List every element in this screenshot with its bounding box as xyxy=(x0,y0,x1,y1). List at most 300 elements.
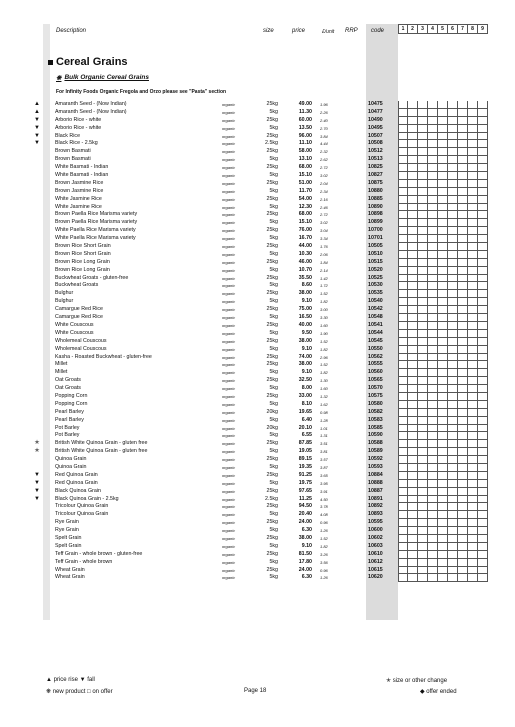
order-cell[interactable] xyxy=(448,496,458,504)
order-cell[interactable] xyxy=(408,377,418,385)
order-cell[interactable] xyxy=(438,377,448,385)
order-cell[interactable] xyxy=(418,511,428,519)
order-cell[interactable] xyxy=(428,543,438,551)
order-cell[interactable] xyxy=(468,109,478,117)
order-cell[interactable] xyxy=(478,306,488,314)
order-cell[interactable] xyxy=(398,425,408,433)
order-cell[interactable] xyxy=(458,409,468,417)
order-cell[interactable] xyxy=(478,133,488,141)
order-cell[interactable] xyxy=(428,306,438,314)
order-cell[interactable] xyxy=(478,322,488,330)
order-cell[interactable] xyxy=(448,243,458,251)
order-cell[interactable] xyxy=(448,385,458,393)
order-cell[interactable] xyxy=(458,267,468,275)
order-cell[interactable] xyxy=(468,559,478,567)
order-cell[interactable] xyxy=(398,551,408,559)
order-cell[interactable] xyxy=(438,346,448,354)
order-cell[interactable] xyxy=(468,432,478,440)
order-cell[interactable] xyxy=(418,282,428,290)
order-cell[interactable] xyxy=(398,432,408,440)
order-cell[interactable] xyxy=(438,322,448,330)
order-cell[interactable] xyxy=(398,503,408,511)
order-cell[interactable] xyxy=(398,567,408,575)
order-cell[interactable] xyxy=(438,519,448,527)
order-cell[interactable] xyxy=(478,243,488,251)
order-cell[interactable] xyxy=(458,567,468,575)
order-cell[interactable] xyxy=(478,204,488,212)
order-cell[interactable] xyxy=(418,559,428,567)
order-cell[interactable] xyxy=(458,322,468,330)
order-cell[interactable] xyxy=(398,117,408,125)
order-cell[interactable] xyxy=(458,377,468,385)
order-cell[interactable] xyxy=(398,172,408,180)
order-cell[interactable] xyxy=(468,243,478,251)
order-cell[interactable] xyxy=(418,574,428,582)
order-cell[interactable] xyxy=(478,393,488,401)
order-cell[interactable] xyxy=(448,109,458,117)
order-cell[interactable] xyxy=(408,188,418,196)
order-cell[interactable] xyxy=(398,496,408,504)
order-cell[interactable] xyxy=(478,401,488,409)
order-cell[interactable] xyxy=(438,551,448,559)
order-cell[interactable] xyxy=(478,290,488,298)
order-cell[interactable] xyxy=(448,464,458,472)
order-cell[interactable] xyxy=(468,211,478,219)
order-cell[interactable] xyxy=(428,298,438,306)
order-cell[interactable] xyxy=(398,511,408,519)
order-cell[interactable] xyxy=(398,275,408,283)
order-cell[interactable] xyxy=(468,180,478,188)
order-cell[interactable] xyxy=(418,148,428,156)
order-cell[interactable] xyxy=(418,519,428,527)
order-cell[interactable] xyxy=(478,125,488,133)
order-cell[interactable] xyxy=(448,188,458,196)
order-cell[interactable] xyxy=(418,156,428,164)
order-cell[interactable] xyxy=(428,535,438,543)
order-cell[interactable] xyxy=(448,204,458,212)
order-cell[interactable] xyxy=(448,180,458,188)
order-cell[interactable] xyxy=(398,235,408,243)
order-cell[interactable] xyxy=(418,401,428,409)
order-cell[interactable] xyxy=(458,140,468,148)
order-cell[interactable] xyxy=(408,354,418,362)
order-cell[interactable] xyxy=(448,227,458,235)
order-cell[interactable] xyxy=(418,385,428,393)
order-cell[interactable] xyxy=(418,567,428,575)
order-cell[interactable] xyxy=(448,219,458,227)
order-cell[interactable] xyxy=(408,464,418,472)
order-cell[interactable] xyxy=(398,369,408,377)
order-cell[interactable] xyxy=(418,354,428,362)
order-cell[interactable] xyxy=(428,472,438,480)
order-cell[interactable] xyxy=(448,235,458,243)
order-cell[interactable] xyxy=(438,219,448,227)
order-cell[interactable] xyxy=(398,472,408,480)
order-cell[interactable] xyxy=(438,227,448,235)
order-cell[interactable] xyxy=(428,219,438,227)
order-cell[interactable] xyxy=(448,354,458,362)
order-cell[interactable] xyxy=(438,393,448,401)
order-cell[interactable] xyxy=(478,156,488,164)
order-cell[interactable] xyxy=(398,306,408,314)
order-cell[interactable] xyxy=(478,456,488,464)
order-cell[interactable] xyxy=(408,488,418,496)
order-cell[interactable] xyxy=(458,511,468,519)
order-cell[interactable] xyxy=(428,204,438,212)
order-cell[interactable] xyxy=(458,314,468,322)
order-cell[interactable] xyxy=(458,385,468,393)
order-cell[interactable] xyxy=(438,456,448,464)
order-cell[interactable] xyxy=(428,480,438,488)
order-cell[interactable] xyxy=(468,275,478,283)
order-cell[interactable] xyxy=(418,330,428,338)
order-cell[interactable] xyxy=(448,306,458,314)
order-cell[interactable] xyxy=(458,432,468,440)
order-cell[interactable] xyxy=(408,322,418,330)
order-cell[interactable] xyxy=(468,393,478,401)
order-cell[interactable] xyxy=(458,354,468,362)
order-cell[interactable] xyxy=(468,496,478,504)
order-cell[interactable] xyxy=(408,282,418,290)
order-cell[interactable] xyxy=(478,101,488,109)
order-cell[interactable] xyxy=(398,559,408,567)
order-cell[interactable] xyxy=(448,574,458,582)
order-cell[interactable] xyxy=(398,164,408,172)
order-cell[interactable] xyxy=(438,117,448,125)
order-cell[interactable] xyxy=(438,156,448,164)
order-cell[interactable] xyxy=(458,188,468,196)
order-cell[interactable] xyxy=(418,243,428,251)
order-cell[interactable] xyxy=(428,417,438,425)
order-cell[interactable] xyxy=(468,574,478,582)
order-cell[interactable] xyxy=(458,180,468,188)
order-cell[interactable] xyxy=(448,472,458,480)
order-cell[interactable] xyxy=(478,148,488,156)
order-cell[interactable] xyxy=(408,511,418,519)
order-cell[interactable] xyxy=(428,314,438,322)
order-cell[interactable] xyxy=(408,456,418,464)
order-cell[interactable] xyxy=(478,472,488,480)
order-cell[interactable] xyxy=(438,369,448,377)
order-cell[interactable] xyxy=(468,480,478,488)
order-cell[interactable] xyxy=(458,109,468,117)
order-cell[interactable] xyxy=(448,448,458,456)
order-cell[interactable] xyxy=(408,211,418,219)
order-cell[interactable] xyxy=(468,330,478,338)
order-cell[interactable] xyxy=(418,377,428,385)
order-cell[interactable] xyxy=(428,227,438,235)
order-cell[interactable] xyxy=(448,417,458,425)
order-cell[interactable] xyxy=(468,361,478,369)
order-cell[interactable] xyxy=(428,148,438,156)
order-cell[interactable] xyxy=(428,559,438,567)
order-cell[interactable] xyxy=(468,448,478,456)
order-cell[interactable] xyxy=(478,425,488,433)
order-cell[interactable] xyxy=(478,574,488,582)
order-cell[interactable] xyxy=(428,117,438,125)
order-cell[interactable] xyxy=(478,480,488,488)
order-cell[interactable] xyxy=(478,417,488,425)
order-cell[interactable] xyxy=(458,219,468,227)
order-cell[interactable] xyxy=(468,188,478,196)
order-cell[interactable] xyxy=(428,109,438,117)
order-cell[interactable] xyxy=(428,496,438,504)
order-cell[interactable] xyxy=(438,140,448,148)
order-cell[interactable] xyxy=(438,567,448,575)
order-cell[interactable] xyxy=(478,503,488,511)
order-cell[interactable] xyxy=(458,543,468,551)
order-cell[interactable] xyxy=(478,314,488,322)
order-cell[interactable] xyxy=(418,369,428,377)
order-cell[interactable] xyxy=(478,448,488,456)
order-cell[interactable] xyxy=(408,140,418,148)
order-cell[interactable] xyxy=(448,503,458,511)
order-cell[interactable] xyxy=(478,361,488,369)
order-cell[interactable] xyxy=(428,551,438,559)
order-cell[interactable] xyxy=(398,180,408,188)
order-cell[interactable] xyxy=(458,275,468,283)
order-cell[interactable] xyxy=(458,251,468,259)
order-cell[interactable] xyxy=(418,251,428,259)
order-cell[interactable] xyxy=(398,148,408,156)
order-cell[interactable] xyxy=(468,440,478,448)
order-cell[interactable] xyxy=(478,464,488,472)
order-cell[interactable] xyxy=(448,290,458,298)
order-cell[interactable] xyxy=(418,440,428,448)
order-cell[interactable] xyxy=(438,448,448,456)
order-cell[interactable] xyxy=(448,361,458,369)
order-cell[interactable] xyxy=(468,511,478,519)
order-cell[interactable] xyxy=(458,503,468,511)
order-cell[interactable] xyxy=(408,369,418,377)
order-cell[interactable] xyxy=(478,282,488,290)
order-cell[interactable] xyxy=(468,519,478,527)
order-cell[interactable] xyxy=(418,393,428,401)
order-cell[interactable] xyxy=(458,204,468,212)
order-cell[interactable] xyxy=(468,322,478,330)
order-cell[interactable] xyxy=(478,519,488,527)
order-cell[interactable] xyxy=(428,251,438,259)
order-cell[interactable] xyxy=(418,117,428,125)
order-cell[interactable] xyxy=(398,480,408,488)
order-cell[interactable] xyxy=(468,172,478,180)
order-cell[interactable] xyxy=(448,488,458,496)
order-cell[interactable] xyxy=(458,527,468,535)
order-cell[interactable] xyxy=(398,519,408,527)
order-cell[interactable] xyxy=(448,393,458,401)
order-cell[interactable] xyxy=(398,448,408,456)
order-cell[interactable] xyxy=(458,519,468,527)
order-cell[interactable] xyxy=(468,298,478,306)
order-cell[interactable] xyxy=(468,346,478,354)
order-cell[interactable] xyxy=(418,196,428,204)
order-cell[interactable] xyxy=(448,259,458,267)
order-cell[interactable] xyxy=(398,393,408,401)
order-cell[interactable] xyxy=(408,385,418,393)
order-cell[interactable] xyxy=(418,219,428,227)
order-cell[interactable] xyxy=(468,148,478,156)
order-cell[interactable] xyxy=(468,456,478,464)
order-cell[interactable] xyxy=(448,196,458,204)
order-cell[interactable] xyxy=(408,290,418,298)
order-cell[interactable] xyxy=(438,298,448,306)
order-cell[interactable] xyxy=(448,133,458,141)
order-cell[interactable] xyxy=(408,180,418,188)
order-cell[interactable] xyxy=(408,503,418,511)
order-cell[interactable] xyxy=(418,164,428,172)
order-cell[interactable] xyxy=(448,117,458,125)
order-cell[interactable] xyxy=(408,243,418,251)
order-cell[interactable] xyxy=(418,306,428,314)
order-cell[interactable] xyxy=(398,140,408,148)
order-cell[interactable] xyxy=(478,535,488,543)
order-cell[interactable] xyxy=(438,164,448,172)
order-cell[interactable] xyxy=(398,464,408,472)
order-cell[interactable] xyxy=(468,204,478,212)
order-cell[interactable] xyxy=(398,417,408,425)
order-cell[interactable] xyxy=(408,117,418,125)
order-cell[interactable] xyxy=(448,346,458,354)
order-cell[interactable] xyxy=(418,527,428,535)
order-cell[interactable] xyxy=(418,109,428,117)
order-cell[interactable] xyxy=(478,330,488,338)
order-cell[interactable] xyxy=(458,330,468,338)
order-cell[interactable] xyxy=(398,543,408,551)
order-cell[interactable] xyxy=(458,425,468,433)
order-cell[interactable] xyxy=(408,330,418,338)
order-cell[interactable] xyxy=(398,409,408,417)
order-cell[interactable] xyxy=(428,164,438,172)
order-cell[interactable] xyxy=(448,432,458,440)
order-cell[interactable] xyxy=(448,567,458,575)
order-cell[interactable] xyxy=(478,354,488,362)
order-cell[interactable] xyxy=(408,551,418,559)
order-cell[interactable] xyxy=(418,188,428,196)
order-cell[interactable] xyxy=(398,125,408,133)
order-cell[interactable] xyxy=(398,385,408,393)
order-cell[interactable] xyxy=(438,204,448,212)
order-cell[interactable] xyxy=(418,101,428,109)
order-cell[interactable] xyxy=(418,211,428,219)
order-cell[interactable] xyxy=(398,204,408,212)
order-cell[interactable] xyxy=(408,448,418,456)
order-cell[interactable] xyxy=(438,259,448,267)
order-cell[interactable] xyxy=(448,543,458,551)
order-cell[interactable] xyxy=(408,432,418,440)
order-cell[interactable] xyxy=(398,440,408,448)
order-cell[interactable] xyxy=(428,440,438,448)
order-cell[interactable] xyxy=(408,417,418,425)
order-cell[interactable] xyxy=(418,480,428,488)
order-cell[interactable] xyxy=(458,535,468,543)
order-cell[interactable] xyxy=(408,204,418,212)
order-cell[interactable] xyxy=(418,259,428,267)
order-cell[interactable] xyxy=(428,354,438,362)
order-cell[interactable] xyxy=(458,448,468,456)
order-cell[interactable] xyxy=(398,377,408,385)
order-cell[interactable] xyxy=(418,125,428,133)
order-cell[interactable] xyxy=(438,401,448,409)
order-cell[interactable] xyxy=(438,440,448,448)
order-cell[interactable] xyxy=(438,148,448,156)
order-cell[interactable] xyxy=(468,401,478,409)
order-cell[interactable] xyxy=(438,275,448,283)
order-cell[interactable] xyxy=(428,488,438,496)
order-cell[interactable] xyxy=(398,401,408,409)
order-cell[interactable] xyxy=(478,527,488,535)
order-cell[interactable] xyxy=(428,338,438,346)
order-cell[interactable] xyxy=(428,235,438,243)
order-cell[interactable] xyxy=(438,314,448,322)
order-cell[interactable] xyxy=(398,488,408,496)
order-cell[interactable] xyxy=(478,219,488,227)
order-cell[interactable] xyxy=(428,519,438,527)
order-cell[interactable] xyxy=(428,125,438,133)
order-cell[interactable] xyxy=(418,496,428,504)
order-cell[interactable] xyxy=(458,196,468,204)
order-cell[interactable] xyxy=(458,164,468,172)
order-cell[interactable] xyxy=(448,559,458,567)
order-cell[interactable] xyxy=(458,551,468,559)
order-cell[interactable] xyxy=(438,409,448,417)
order-cell[interactable] xyxy=(468,354,478,362)
order-cell[interactable] xyxy=(408,125,418,133)
order-cell[interactable] xyxy=(428,211,438,219)
order-cell[interactable] xyxy=(478,140,488,148)
order-cell[interactable] xyxy=(438,354,448,362)
order-cell[interactable] xyxy=(468,196,478,204)
order-cell[interactable] xyxy=(468,503,478,511)
order-cell[interactable] xyxy=(398,133,408,141)
order-cell[interactable] xyxy=(428,369,438,377)
order-cell[interactable] xyxy=(408,164,418,172)
order-cell[interactable] xyxy=(428,156,438,164)
order-cell[interactable] xyxy=(448,125,458,133)
order-cell[interactable] xyxy=(448,480,458,488)
order-cell[interactable] xyxy=(438,125,448,133)
order-cell[interactable] xyxy=(418,204,428,212)
order-cell[interactable] xyxy=(428,346,438,354)
order-cell[interactable] xyxy=(428,140,438,148)
order-cell[interactable] xyxy=(468,164,478,172)
order-cell[interactable] xyxy=(418,140,428,148)
order-cell[interactable] xyxy=(408,559,418,567)
order-cell[interactable] xyxy=(408,401,418,409)
order-cell[interactable] xyxy=(418,338,428,346)
order-cell[interactable] xyxy=(468,417,478,425)
order-cell[interactable] xyxy=(428,377,438,385)
order-cell[interactable] xyxy=(448,211,458,219)
order-cell[interactable] xyxy=(398,338,408,346)
order-cell[interactable] xyxy=(478,211,488,219)
order-cell[interactable] xyxy=(408,519,418,527)
order-cell[interactable] xyxy=(438,338,448,346)
order-cell[interactable] xyxy=(468,369,478,377)
order-cell[interactable] xyxy=(478,369,488,377)
order-cell[interactable] xyxy=(448,314,458,322)
order-cell[interactable] xyxy=(458,290,468,298)
order-cell[interactable] xyxy=(428,290,438,298)
order-cell[interactable] xyxy=(438,543,448,551)
order-cell[interactable] xyxy=(408,480,418,488)
order-cell[interactable] xyxy=(438,235,448,243)
order-cell[interactable] xyxy=(438,243,448,251)
order-cell[interactable] xyxy=(458,574,468,582)
order-cell[interactable] xyxy=(418,543,428,551)
order-cell[interactable] xyxy=(438,211,448,219)
order-cell[interactable] xyxy=(458,148,468,156)
order-cell[interactable] xyxy=(428,527,438,535)
